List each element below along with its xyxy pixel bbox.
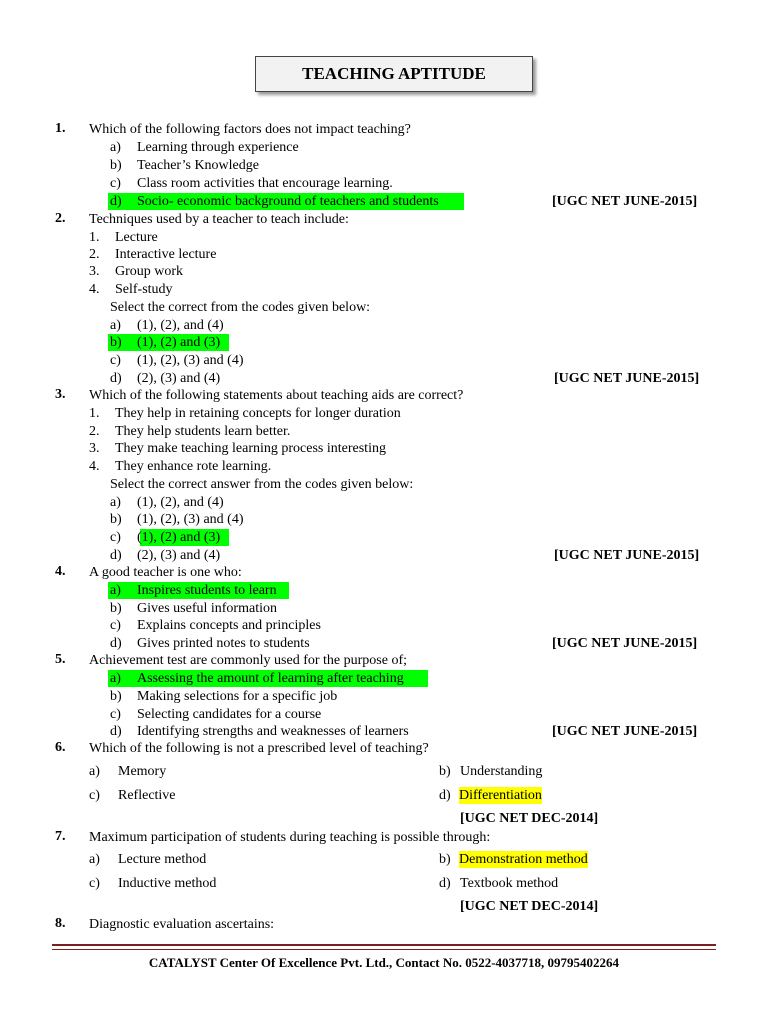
q1-option-c-label: c) — [110, 176, 121, 191]
q4-source: [UGC NET JUNE-2015] — [552, 636, 698, 651]
question-5-text: Achievement test are commonly used for the purpose of; — [89, 653, 408, 668]
q3-source: [UGC NET JUNE-2015] — [554, 548, 700, 563]
q5-option-c-text: Selecting candidates for a course — [137, 707, 322, 722]
q3-option-c-label: c) — [110, 530, 121, 545]
question-4-number: 4. — [55, 564, 66, 579]
q6-option-c-text: Reflective — [118, 788, 176, 803]
q6-option-b-text: Understanding — [460, 764, 543, 779]
q3-item-1-label: 1. — [89, 406, 100, 421]
q6-option-d-label: d) — [439, 788, 451, 803]
footer-contact: CATALYST Center Of Excellence Pvt. Ltd., Contact No. 0522-4037718, 09795402264 — [148, 955, 620, 970]
q2-option-b-label: b) — [110, 335, 122, 350]
question-1-text: Which of the following factors does not impact teaching? — [89, 122, 411, 137]
q6-option-a-label: a) — [89, 764, 100, 779]
q3-option-b-label: b) — [110, 512, 122, 527]
footer-divider — [52, 944, 716, 946]
q7-option-a-label: a) — [89, 852, 100, 867]
footer-divider-thin — [52, 949, 716, 950]
q1-option-c-text: Class room activities that encourage learning. — [137, 176, 393, 191]
q3-item-3-text: They make teaching learning process interesting — [115, 441, 386, 456]
q3-option-a-text: (1), (2), and (4) — [137, 495, 224, 510]
q3-item-1-text: They help in retaining concepts for longer duration — [115, 406, 401, 421]
q4-option-c-text: Explains concepts and principles — [137, 618, 321, 633]
q1-option-b-text: Teacher’s Knowledge — [137, 158, 259, 173]
question-7-number: 7. — [55, 829, 66, 844]
q7-option-a-text: Lecture method — [118, 852, 207, 867]
q6-option-b-label: b) — [439, 764, 451, 779]
q2-option-b-text: (1), (2) and (3) — [137, 335, 221, 350]
q2-item-3-label: 3. — [89, 264, 100, 279]
q6-option-d-text: Differentiation — [459, 788, 542, 803]
q2-source: [UGC NET JUNE-2015] — [554, 371, 700, 386]
q4-option-c-label: c) — [110, 618, 121, 633]
q7-option-c-text: Inductive method — [118, 876, 217, 891]
q2-option-d-label: d) — [110, 371, 122, 386]
q1-option-d-label: d) — [110, 194, 122, 209]
q3-item-4-text: They enhance rote learning. — [115, 459, 272, 474]
q4-option-b-label: b) — [110, 601, 122, 616]
q2-option-c-text: (1), (2), (3) and (4) — [137, 353, 244, 368]
q2-item-1-label: 1. — [89, 230, 100, 245]
q3-option-b-text: (1), (2), (3) and (4) — [137, 512, 244, 527]
q3-item-2-label: 2. — [89, 424, 100, 439]
q7-option-d-text: Textbook method — [460, 876, 559, 891]
q3-item-3-label: 3. — [89, 441, 100, 456]
q5-option-c-label: c) — [110, 707, 121, 722]
q2-option-d-text: (2), (3) and (4) — [137, 371, 221, 386]
q4-option-d-label: d) — [110, 636, 122, 651]
q1-option-a-label: a) — [110, 140, 121, 155]
q2-item-4-label: 4. — [89, 282, 100, 297]
q5-option-d-text: Identifying strengths and weaknesses of learners — [137, 724, 409, 739]
q6-option-c-label: c) — [89, 788, 100, 803]
q6-source: [UGC NET DEC-2014] — [460, 811, 599, 826]
q3-item-2-text: They help students learn better. — [115, 424, 291, 439]
question-2-number: 2. — [55, 211, 66, 226]
q7-option-b-label: b) — [439, 852, 451, 867]
q3-option-a-label: a) — [110, 495, 121, 510]
q2-item-3-text: Group work — [115, 264, 184, 279]
q2-option-a-text: (1), (2), and (4) — [137, 318, 224, 333]
question-7-text: Maximum participation of students during teaching is possible through: — [89, 830, 491, 845]
q1-option-a-text: Learning through experience — [137, 140, 299, 155]
q4-option-b-text: Gives useful information — [137, 601, 277, 616]
q4-option-a-text: Inspires students to learn — [137, 583, 277, 598]
q6-option-a-text: Memory — [118, 764, 167, 779]
q3-option-c-text: (1), (2) and (3) — [137, 530, 221, 545]
q5-option-a-text: Assessing the amount of learning after teaching — [137, 671, 404, 686]
q4-option-a-label: a) — [110, 583, 121, 598]
q4-option-d-text: Gives printed notes to students — [137, 636, 310, 651]
question-3-number: 3. — [55, 387, 66, 402]
question-4-text: A good teacher is one who: — [89, 565, 242, 580]
q5-source: [UGC NET JUNE-2015] — [552, 724, 698, 739]
question-8-text: Diagnostic evaluation ascertains: — [89, 917, 275, 932]
q5-option-a-label: a) — [110, 671, 121, 686]
q5-option-b-text: Making selections for a specific job — [137, 689, 338, 704]
question-5-number: 5. — [55, 652, 66, 667]
q2-item-4-text: Self-study — [115, 282, 173, 297]
q2-item-2-text: Interactive lecture — [115, 247, 217, 262]
q1-option-b-label: b) — [110, 158, 122, 173]
q7-option-b-text: Demonstration method — [459, 852, 588, 867]
q1-source: [UGC NET JUNE-2015] — [552, 194, 698, 209]
question-2-text: Techniques used by a teacher to teach include: — [89, 212, 349, 227]
q3-instruction: Select the correct answer from the codes given below: — [110, 477, 414, 492]
q2-option-a-label: a) — [110, 318, 121, 333]
q7-source: [UGC NET DEC-2014] — [460, 899, 599, 914]
question-1-number: 1. — [55, 121, 66, 136]
q7-option-c-label: c) — [89, 876, 100, 891]
q5-option-d-label: d) — [110, 724, 122, 739]
q2-option-c-label: c) — [110, 353, 121, 368]
q3-item-4-label: 4. — [89, 459, 100, 474]
q2-item-1-text: Lecture — [115, 230, 158, 245]
question-8-number: 8. — [55, 916, 66, 931]
question-3-text: Which of the following statements about teaching aids are correct? — [89, 388, 464, 403]
q3-option-d-label: d) — [110, 548, 122, 563]
page-title: TEACHING APTITUDE — [302, 64, 486, 83]
question-6-text: Which of the following is not a prescribed level of teaching? — [89, 741, 429, 756]
q2-item-2-label: 2. — [89, 247, 100, 262]
q7-option-d-label: d) — [439, 876, 451, 891]
page-title-box — [255, 56, 533, 92]
question-6-number: 6. — [55, 740, 66, 755]
q5-option-b-label: b) — [110, 689, 122, 704]
q1-option-d-text: Socio- economic background of teachers and students — [137, 194, 439, 209]
q3-option-d-text: (2), (3) and (4) — [137, 548, 221, 563]
q2-instruction: Select the correct from the codes given below: — [110, 300, 371, 315]
